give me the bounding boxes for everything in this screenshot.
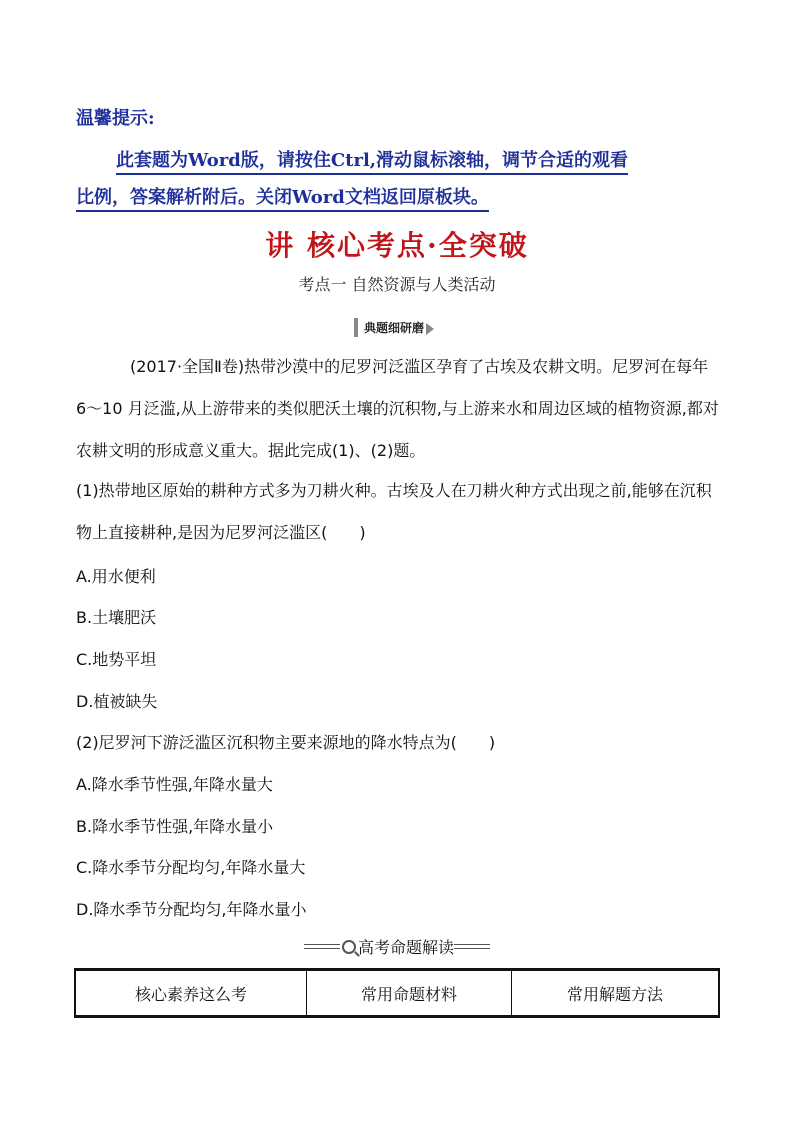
table-header-cell: 常用命题材料 <box>307 970 512 1017</box>
q1-option-b: B.土壤肥沃 <box>76 608 157 627</box>
page-title: 讲 核心考点·全突破 <box>265 229 529 262</box>
double-rule <box>454 944 490 949</box>
table-header-row <box>75 970 719 1017</box>
tip-heading: 温馨提示: <box>76 108 155 129</box>
section-heading <box>304 935 490 958</box>
section-heading-row <box>0 934 794 958</box>
tip-line-2: 比例，答案解析附后。关闭Word文档返回原板块。 <box>76 187 489 212</box>
table-header-cell: 常用解题方法 <box>512 970 720 1017</box>
q1-option-a: A.用水便利 <box>76 567 156 586</box>
double-rule <box>304 944 340 949</box>
question-1-stem: (1)热带地区原始的耕种方式多为刀耕火种。古埃及人在刀耕火种方式出现之前,能够在沉积物上直接耕种,是因为尼罗河泛滥区( ) <box>76 481 712 542</box>
table-header-cell: 核心素养这么考 <box>75 970 307 1017</box>
section-badge <box>354 318 440 337</box>
q2-option-b: B.降水季节性强,年降水量小 <box>76 817 274 836</box>
arrow-right-icon <box>426 323 434 335</box>
section-heading-label: 高考命题解读 <box>357 938 454 957</box>
exam-analysis-table <box>74 968 720 1018</box>
q2-option-d: D.降水季节分配均匀,年降水量小 <box>76 900 307 919</box>
magnifier-icon <box>342 940 356 954</box>
q1-option-d: D.植被缺失 <box>76 692 158 711</box>
question-2-stem: (2)尼罗河下游泛滥区沉积物主要来源地的降水特点为( ) <box>76 733 496 752</box>
badge-row <box>0 317 794 337</box>
q2-option-c: C.降水季节分配均匀,年降水量大 <box>76 858 306 877</box>
tip-line-1: 此套题为Word版，请按住Ctrl,滑动鼠标滚轴，调节合适的观看 <box>116 150 628 175</box>
q2-option-a: A.降水季节性强,年降水量大 <box>76 775 273 794</box>
question-intro: (2017·全国Ⅱ卷)热带沙漠中的尼罗河泛滥区孕育了古埃及农耕文明。尼罗河在每年 6～10 月泛滥,从上游带来的类似肥沃土壤的沉积物,与上游来水和周边区域的植物资源,都对农耕文明的形成意义重大。据此完成(1)、(2)题。 <box>76 357 719 460</box>
q1-option-c: C.地势平坦 <box>76 650 157 669</box>
tip-body <box>76 142 721 216</box>
badge-label: 典题细研磨 <box>363 321 424 335</box>
section-subtitle: 考点一 自然资源与人类活动 <box>298 275 496 294</box>
